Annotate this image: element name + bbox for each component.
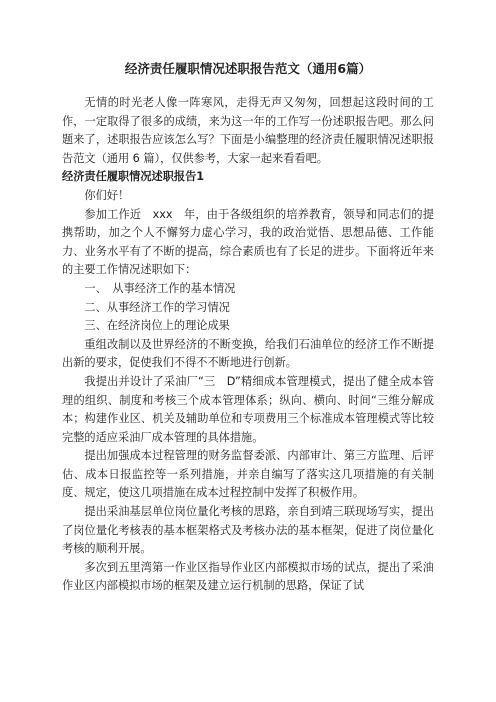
list-item-2: 二、从事经济工作的学习情况 <box>84 300 230 314</box>
intro-paragraph <box>62 94 434 168</box>
paragraph-3: 我提出并设计了采油厂“三 D”精细成本管理模式，提出了健全成本管理的组织、制度和考核三个成本管理体系；纵向、横向、时间“三维分解成本；构建作业区、机关及辅助单位和专项费用三个标准成本管理模式等比较完整的适应采油厂成本管理的具体措施。 <box>62 374 434 444</box>
document-title: 经济责任履职情况述职报告范文（通用6篇） <box>124 61 372 76</box>
document-page <box>62 60 434 596</box>
intro-text: 无情的时光老人像一阵寒风，走得无声又匆匆，回想起这段时间的工作，一定取得了很多的成绩，来为这一年的工作写一份述职报告吧。那么问题来了，述职报告应该怎么写？下面是小编整理的经济责任履职情况述职报告范文（通用 6 篇），仅供参考，大家一起来看看吧。 <box>62 96 434 165</box>
paragraph-2: 重组改制以及世界经济的不断变换，给我们石油单位的经济工作不断提出新的要求，促使我们不得不不断地进行创新。 <box>62 337 434 370</box>
paragraph-4: 提出加强成本过程管理的财务监督委派、内部审计、第三方监理、后评估、成本日报监控等一系列措施，并亲自编写了落实这几项措施的有关制度、规定，使这几项措施在成本过程控制中发挥了积极作用。 <box>62 449 434 500</box>
greeting: 你们好！ <box>84 188 130 202</box>
section-heading: 经济责任履职情况述职报告1 <box>62 170 205 184</box>
paragraph-6: 多次到五里湾第一作业区指导作业区内部模拟市场的试点，提出了采油作业区内部模拟市场的框架及建立运行机制的思路，保证了试 <box>62 560 434 593</box>
list-item-3: 三、在经济岗位上的理论成果 <box>84 319 230 333</box>
paragraph-5: 提出采油基层单位岗位量化考核的思路，亲自到靖三联现场写实，提出了岗位量化考核表的基本框架格式及考核办法的基本框架，促进了岗位量化考核的顺利开展。 <box>62 505 434 556</box>
paragraph-1: 参加工作近 xxx 年，由于各级组织的培养教育，领导和同志们的提携帮助，加之个人不懈努力虚心学习，我的政治觉悟、思想品德、工作能力、业务水平有了不断的提高，综合素质也有了长足的进步。下面将近年来的主要工作情况述职如下： <box>62 207 434 277</box>
list-item-1: 一、 从事经济工作的基本情况 <box>84 281 236 295</box>
